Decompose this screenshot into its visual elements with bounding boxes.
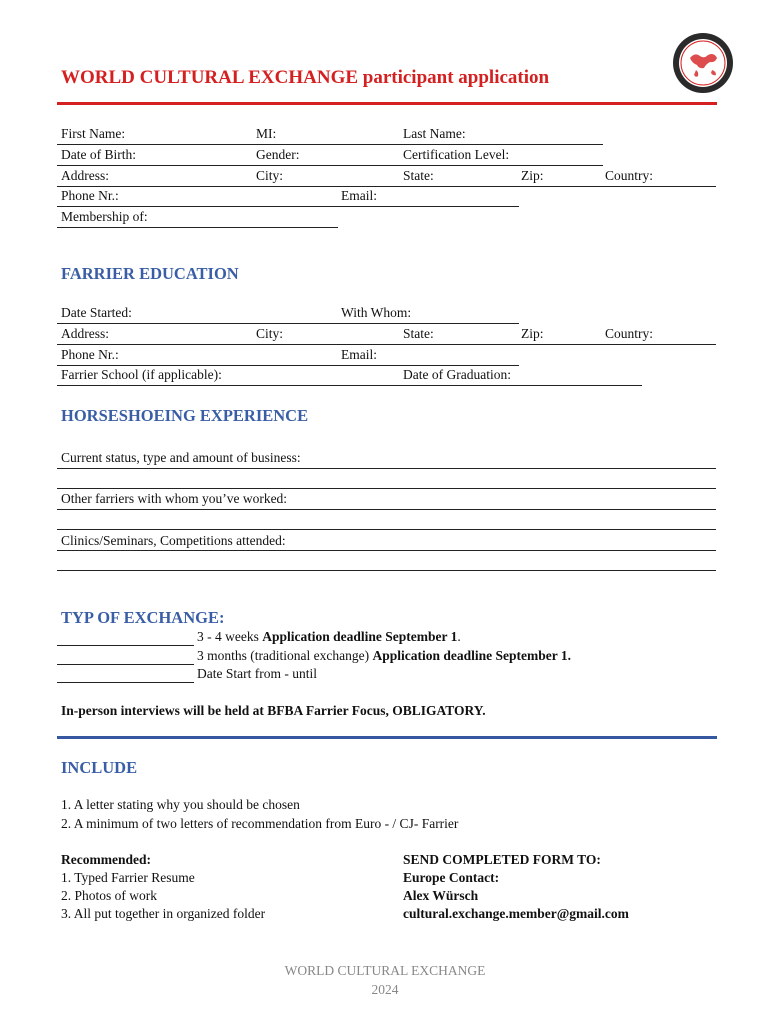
other-farriers-label: Other farriers with whom you’ve worked: [61,491,288,506]
date-started-label: Date Started: [61,305,132,320]
contact-name: Alex Würsch [403,888,479,903]
section-divider [57,736,717,739]
edu-zip-label: Zip: [521,326,544,341]
mi-label: MI: [256,126,277,141]
dob-line[interactable] [57,165,603,166]
footer-org: WORLD CULTURAL EXCHANGE [284,963,486,978]
contact-email[interactable]: cultural.exchange.member@gmail.com [403,906,629,921]
country-label: Country: [605,168,654,183]
header-divider [57,102,717,105]
certification-label: Certification Level: [403,147,510,162]
exchange-option-3: Date Start from - until [197,666,317,681]
first-name-label: First Name: [61,126,126,141]
phone-line[interactable] [57,206,519,207]
membership-label: Membership of: [61,209,148,224]
current-status-line[interactable] [57,468,716,469]
first-name-line[interactable] [57,144,603,145]
education-heading: FARRIER EDUCATION [61,264,239,283]
current-status-line-2[interactable] [57,488,716,489]
experience-heading: HORSESHOEING EXPERIENCE [61,406,309,425]
dob-label: Date of Birth: [61,147,136,162]
include-item-1: 1. A letter stating why you should be chosen [61,797,300,812]
graduation-label: Date of Graduation: [403,367,511,382]
other-farriers-line-2[interactable] [57,529,716,530]
membership-line[interactable] [57,227,338,228]
edu-email-label: Email: [341,347,377,362]
edu-city-label: City: [256,326,284,341]
exchange-option-2: 3 months (traditional exchange) Application deadline September 1. [197,648,571,663]
gender-label: Gender: [256,147,300,162]
contact-label: Europe Contact: [403,870,500,885]
edu-country-label: Country: [605,326,654,341]
recommended-item-1: 1. Typed Farrier Resume [61,870,195,885]
with-whom-label: With Whom: [341,305,412,320]
edu-state-label: State: [403,326,434,341]
exchange-heading: TYP OF EXCHANGE: [61,608,225,627]
interview-note: In-person interviews will be held at BFBA Farrier Focus, OBLIGATORY. [61,703,486,718]
edu-phone-label: Phone Nr.: [61,347,119,362]
farrier-school-line[interactable] [57,385,642,386]
form-title: WORLD CULTURAL EXCHANGE participant application [61,67,550,88]
address-line[interactable] [57,186,716,187]
recommended-item-3: 3. All put together in organized folder [61,906,266,921]
current-status-label: Current status, type and amount of business: [61,450,301,465]
exchange-option-1-line[interactable] [57,645,194,646]
edu-phone-line[interactable] [57,365,519,366]
zip-label: Zip: [521,168,544,183]
include-heading: INCLUDE [61,758,138,777]
city-label: City: [256,168,284,183]
include-item-2: 2. A minimum of two letters of recommendation from Euro - / CJ- Farrier [61,816,459,831]
email-label: Email: [341,188,377,203]
recommended-item-2: 2. Photos of work [61,888,158,903]
phone-label: Phone Nr.: [61,188,119,203]
exchange-option-1: 3 - 4 weeks Application deadline September 1. [197,629,461,644]
clinics-line-2[interactable] [57,570,716,571]
edu-address-label: Address: [61,326,109,341]
farrier-school-label: Farrier School (if applicable): [61,367,222,382]
last-name-label: Last Name: [403,126,466,141]
date-started-line[interactable] [57,323,519,324]
send-heading: SEND COMPLETED FORM TO: [403,852,601,867]
other-farriers-line[interactable] [57,509,716,510]
logo [662,30,744,96]
clinics-line[interactable] [57,550,716,551]
edu-address-line[interactable] [57,344,716,345]
clinics-label: Clinics/Seminars, Competitions attended: [61,533,286,548]
exchange-option-2-line[interactable] [57,664,194,665]
exchange-option-3-line[interactable] [57,682,194,683]
recommended-heading: Recommended: [61,852,151,867]
address-label: Address: [61,168,109,183]
footer-year: 2024 [371,982,399,997]
state-label: State: [403,168,434,183]
